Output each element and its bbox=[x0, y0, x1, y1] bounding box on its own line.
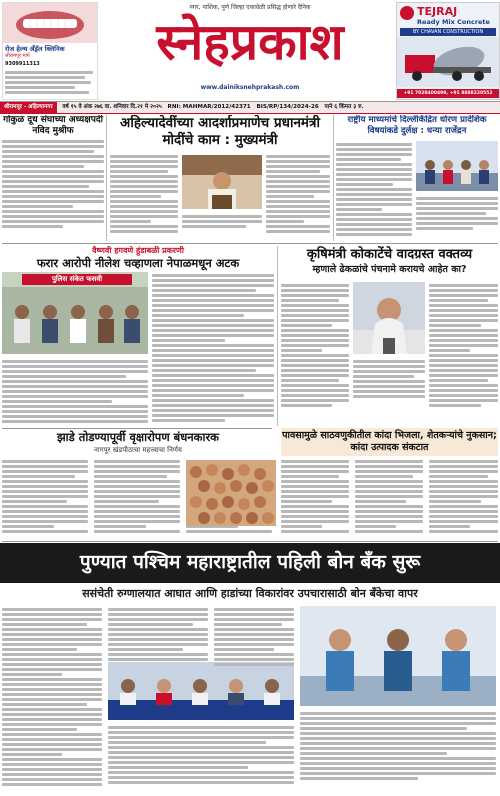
dateline-rni: RNI: MAHMAR/2012/42371 bbox=[167, 104, 251, 110]
article-bone-bank-body[interactable] bbox=[2, 606, 498, 794]
bone-bank-headline: पुण्यात पश्चिम महाराष्ट्रातील पहिली बोन बँक सुरू bbox=[79, 551, 421, 573]
minister-photo bbox=[353, 282, 425, 354]
left-ad-phone: 9309911313 bbox=[5, 61, 40, 67]
article-rashtriya[interactable] bbox=[336, 115, 498, 241]
right-ad-phones: +91 7028400499, +91 8888220552 bbox=[397, 89, 499, 98]
concrete-truck-image bbox=[397, 37, 499, 87]
cm-speech-photo bbox=[182, 155, 262, 209]
rashtriya-headline: राष्ट्रीय माध्यमांचे दिल्लीकेंद्रित धोरण प्रादेशिक विषयांकडे दुर्लक्ष : धन्या राजेंद्रन bbox=[347, 115, 487, 136]
dateline-bis: BIS/RP/134/2024-26 bbox=[256, 104, 319, 110]
bone-bank-subheadline: ससंचेती रुग्णालयात आघात आणि हाडांच्या विकारांवर उपचारासाठी बोन बँकेचा वापर bbox=[82, 587, 418, 600]
article-hunda[interactable] bbox=[2, 246, 274, 426]
article-ahilya[interactable] bbox=[110, 115, 330, 241]
krushi-subheadline: म्हणाले ढेकळांचे पंचनामे करायचे आहेत का? bbox=[312, 264, 467, 275]
dateline-city: श्रीरामपूर - अहिल्यानगर bbox=[0, 102, 57, 113]
zade-subheadline: नागपूर खंडपीठाचा महत्त्वाचा निर्णय bbox=[94, 446, 182, 454]
right-ad-product: Ready Mix Concrete bbox=[417, 18, 490, 26]
ahilya-headline: अहिल्यादेवींच्या आदर्शाप्रमाणेच प्रधानमंत्री मोदींचे काम : मुख्यमंत्री bbox=[120, 115, 320, 148]
tejraj-logo-icon bbox=[400, 6, 414, 20]
bone-bank-panel-photo bbox=[108, 662, 294, 720]
krushi-headline: कृषिमंत्री कोकाटेंचे वादग्रस्त वक्तव्य bbox=[306, 247, 473, 262]
onion-storage-photo bbox=[186, 460, 276, 526]
surgeons-photo bbox=[300, 606, 496, 706]
dateline-details: वर्ष १५ वे अंक २७६ वा. शनिवार दि.२१ मे २०२५ bbox=[62, 104, 162, 110]
dateline-pages: पाने ६ किंमत ३ रु. bbox=[324, 104, 364, 110]
masthead-title[interactable]: स्नेहप्रकाश bbox=[156, 13, 344, 71]
kanda-headline: पावसामुळे साठवणुकीतील कांदा भिजला, शेतकऱ्यांचे नुकसान; कांदा उत्पादक संकटात bbox=[281, 428, 498, 456]
zade-headline: झाडे तोडण्यापूर्वी वृक्षारोपण बंधनकारक bbox=[56, 430, 220, 444]
right-ad-brand: TEJRAJ bbox=[417, 5, 458, 18]
teeth-smile-image bbox=[3, 3, 97, 43]
left-advertisement[interactable] bbox=[2, 2, 98, 100]
dateline-bar bbox=[0, 102, 500, 114]
police-banner-text: पुलिस संकेत फसवी bbox=[22, 274, 132, 285]
left-ad-heading: रोज हेल्थ अँड्रॅल क्लिनिक bbox=[5, 45, 65, 53]
article-kanda[interactable] bbox=[281, 428, 498, 540]
bone-bank-banner[interactable] bbox=[0, 543, 500, 583]
article-krushi[interactable] bbox=[281, 246, 498, 426]
right-advertisement[interactable] bbox=[396, 2, 500, 100]
masthead-website[interactable]: www.dainiksnehprakash.com bbox=[200, 84, 300, 91]
masthead-tagline: नगर, नाशिक, पुणे जिल्हा एकावेळी प्रसिद्ध होणारे दैनिक bbox=[189, 4, 311, 11]
right-ad-company: BY CHAVAN CONSTRUCTION bbox=[400, 28, 496, 36]
hunda-kicker: वैष्णवी हगवणे हुंडाबळी प्रकरणी bbox=[92, 246, 184, 255]
article-gokul[interactable] bbox=[2, 115, 104, 241]
hunda-headline: फरार आरोपी नीलेश चव्हाणला नेपाळमधून अटक bbox=[36, 256, 240, 270]
gokul-headline: गोकुळ दूध संघाच्या अध्यक्षपदी नविद मुश्रीफ bbox=[3, 115, 103, 136]
left-ad-subheading: श्रीरामपूर मार्ग bbox=[5, 53, 30, 59]
press-event-photo bbox=[416, 141, 498, 191]
police-montage-photo bbox=[2, 272, 148, 354]
masthead bbox=[0, 0, 500, 102]
